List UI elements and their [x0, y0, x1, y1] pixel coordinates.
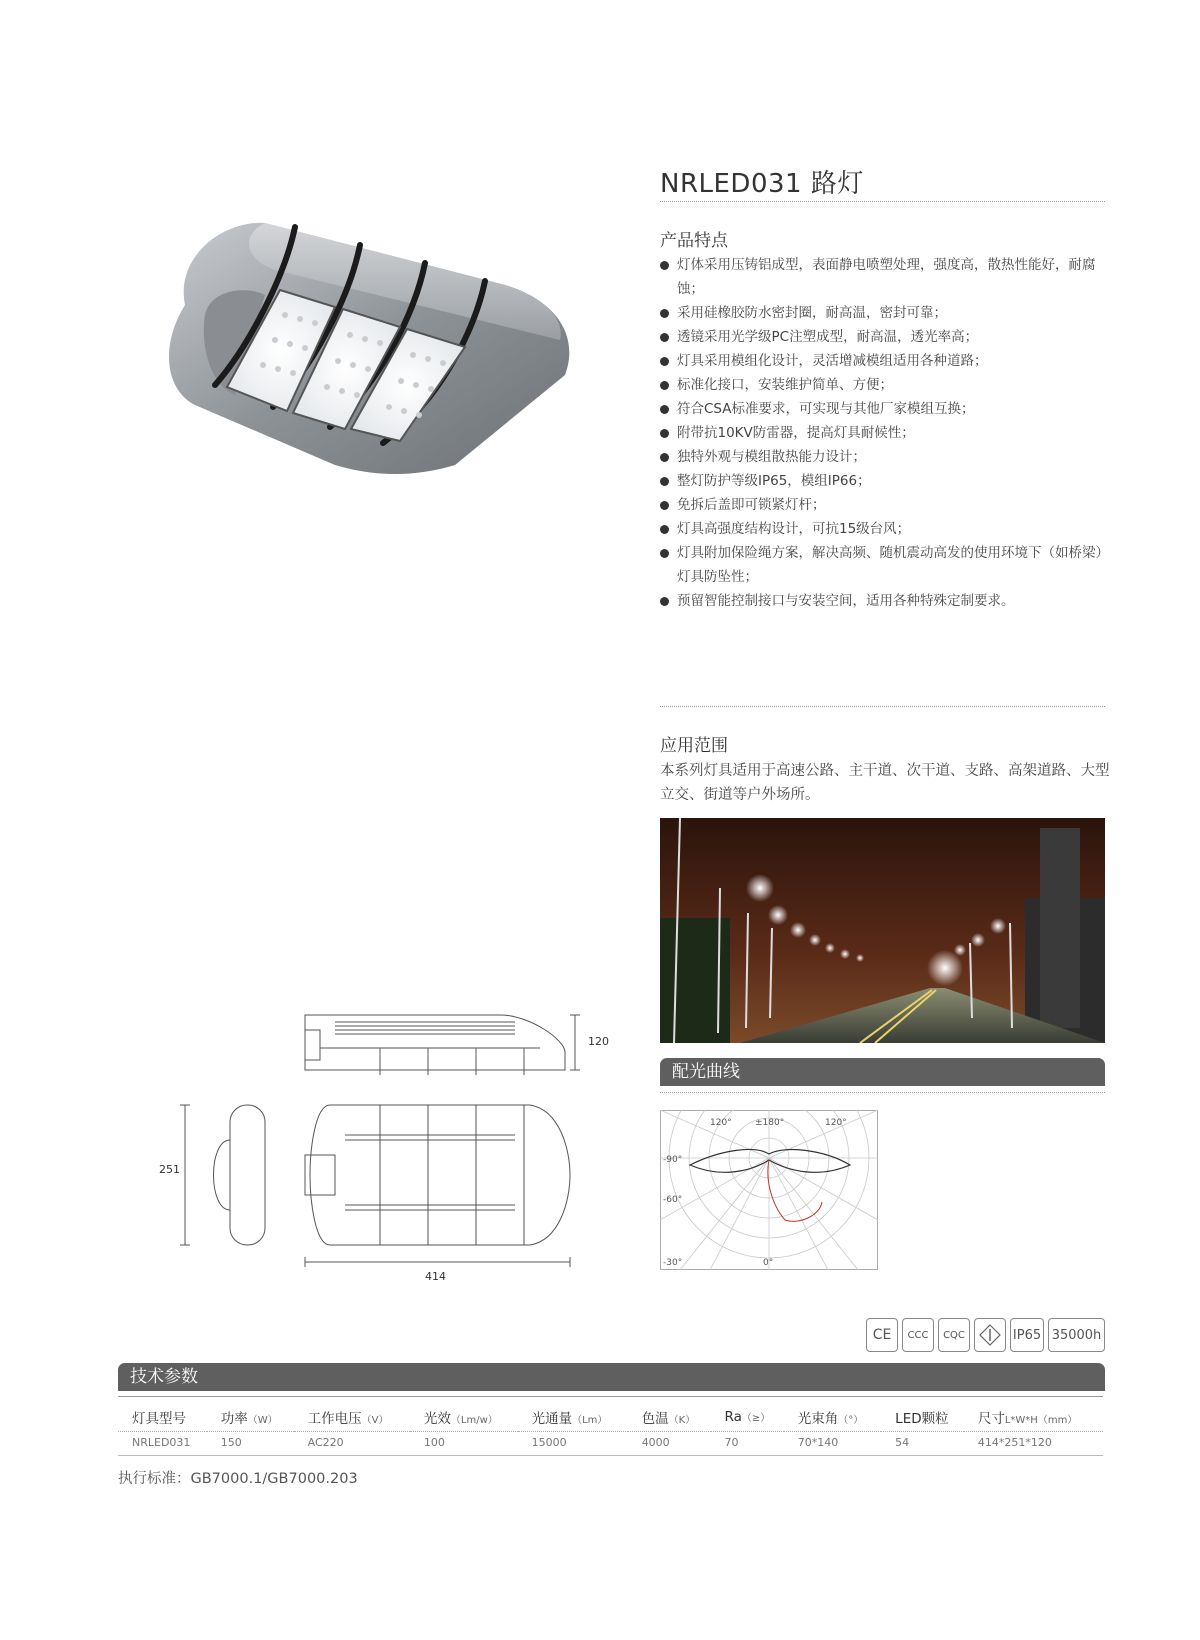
product-title: NRLED031 路灯 [660, 169, 864, 199]
safety-badge [974, 1318, 1006, 1352]
road-photo [660, 818, 1105, 1043]
light-curve-chart [660, 1110, 878, 1270]
column-header: 灯具型号 [118, 1397, 207, 1432]
curve-label-bottom-center: 0° [763, 1258, 774, 1268]
table-cell: 100 [410, 1432, 518, 1456]
curve-label-left-60: -60° [663, 1195, 683, 1205]
cqc-badge: CQC [938, 1318, 970, 1352]
list-item: 采用硅橡胶防水密封圈，耐高温，密封可靠； [660, 301, 1110, 325]
column-header: LED颗粒 [881, 1397, 964, 1432]
dimension-length: 414 [425, 1270, 446, 1283]
table-cell: 70*140 [784, 1432, 881, 1456]
list-item: 符合CSA标准要求，可实现与其他厂家模组互换； [660, 397, 1110, 421]
column-header: 光通量（Lm） [518, 1397, 628, 1432]
list-item: 灯具附加保险绳方案，解决高频、随机震动高发的使用环境下（如桥梁）灯具防坠性； [660, 541, 1110, 589]
table-cell: 54 [881, 1432, 964, 1456]
table-cell: NRLED031 [118, 1432, 207, 1456]
light-curve-heading: 配光曲线 [660, 1058, 1105, 1086]
curve-divider [660, 1092, 1105, 1093]
dimension-height: 120 [588, 1035, 609, 1048]
column-header: 功率（W） [207, 1397, 294, 1432]
features-list [660, 253, 1110, 613]
ce-badge: CE [866, 1318, 898, 1352]
table-cell: AC220 [294, 1432, 410, 1456]
diamond-icon [979, 1324, 1001, 1346]
curve-label-top-left: 120° [710, 1118, 732, 1128]
list-item: 标准化接口，安装维护简单、方便； [660, 373, 1110, 397]
list-item: 灯具采用模组化设计，灵活增减模组适用各种道路； [660, 349, 1110, 373]
lifetime-badge: 35000h [1048, 1318, 1105, 1352]
street-lamp-image [155, 215, 585, 480]
list-item: 独特外观与模组散热能力设计； [660, 445, 1110, 469]
list-item: 预留智能控制接口与安装空间，适用各种特殊定制要求。 [660, 589, 1110, 613]
section-divider [660, 706, 1105, 707]
column-header: 光束角（°） [784, 1397, 881, 1432]
column-header: 光效（Lm/w） [410, 1397, 518, 1432]
dimension-width: 251 [159, 1163, 180, 1176]
list-item: 整灯防护等级IP65，模组IP66； [660, 469, 1110, 493]
curve-label-top-right: 120° [825, 1118, 847, 1128]
curve-label-left-30: -30° [663, 1258, 683, 1268]
application-text: 本系列灯具适用于高速公路、主干道、次干道、支路、高架道路、大型立交、街道等户外场所。 [660, 763, 1110, 803]
curve-label-top-center: ±180° [755, 1118, 785, 1128]
column-header: 色温（K） [628, 1397, 711, 1432]
table-cell: 15000 [518, 1432, 628, 1456]
column-header: 尺寸L*W*H（mm） [964, 1397, 1103, 1432]
column-header: 工作电压（V） [294, 1397, 410, 1432]
application-heading: 应用范围 [660, 736, 728, 756]
specs-heading: 技术参数 [118, 1363, 1105, 1391]
features-heading: 产品特点 [660, 231, 728, 251]
curve-label-left-90: -90° [663, 1155, 683, 1165]
dimension-drawing [170, 1000, 590, 1275]
list-item: 灯体采用压铸铝成型，表面静电喷塑处理，强度高，散热性能好，耐腐蚀； [660, 253, 1110, 301]
column-header: Ra（≥） [711, 1397, 784, 1432]
table-cell: 4000 [628, 1432, 711, 1456]
specs-table [118, 1396, 1103, 1456]
list-item: 透镜采用光学级PC注塑成型，耐高温，透光率高； [660, 325, 1110, 349]
list-item: 附带抗10KV防雷器，提高灯具耐候性； [660, 421, 1110, 445]
table-cell: 150 [207, 1432, 294, 1456]
table-header-row [118, 1397, 1103, 1432]
table-cell: 70 [711, 1432, 784, 1456]
ccc-badge: CCC [902, 1318, 934, 1352]
list-item: 免拆后盖即可锁紧灯杆； [660, 493, 1110, 517]
ip65-badge: IP65 [1010, 1318, 1044, 1352]
standard-text: 执行标准：GB7000.1/GB7000.203 [118, 1471, 358, 1487]
table-row [118, 1432, 1103, 1456]
title-divider [660, 201, 1105, 202]
table-cell: 414*251*120 [964, 1432, 1103, 1456]
list-item: 灯具高强度结构设计，可抗15级台风； [660, 517, 1110, 541]
